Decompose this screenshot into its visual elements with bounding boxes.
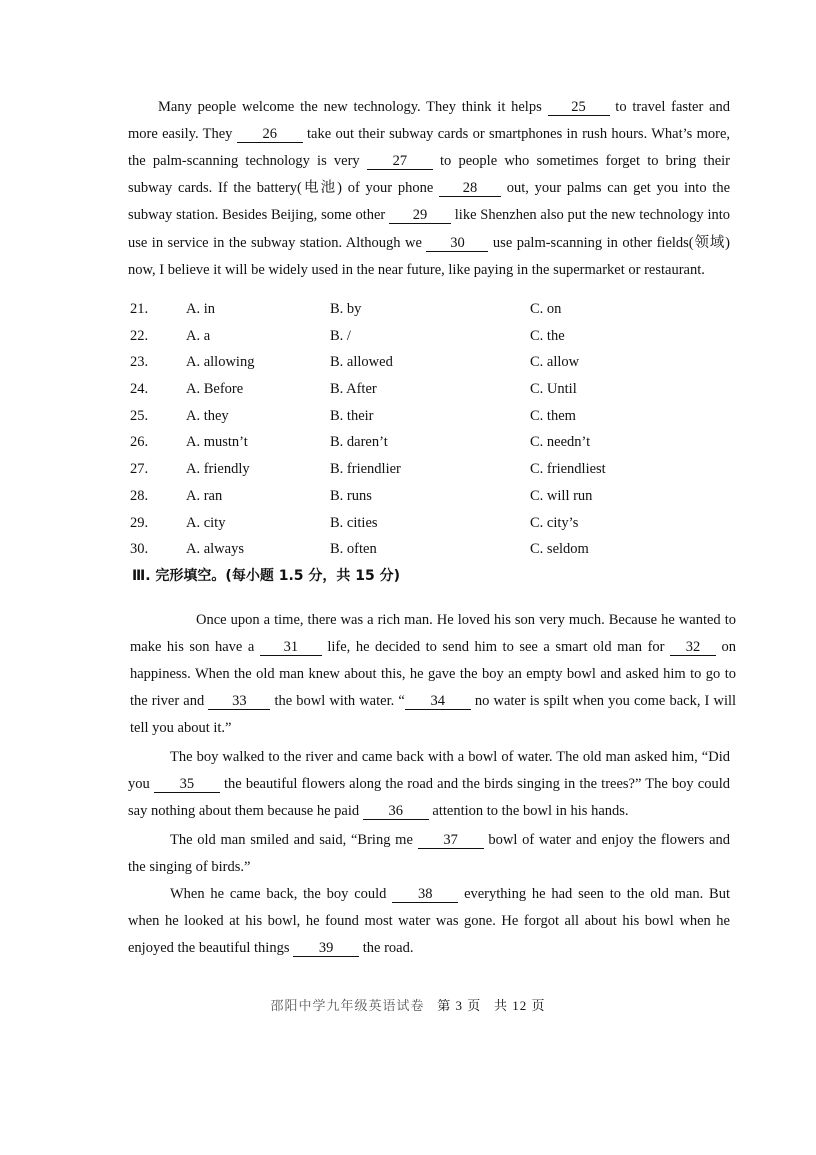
section-heading: Ⅲ. 完形填空。(每小题 1.5 分，共 15 分) <box>132 568 401 584</box>
question-number: 24. <box>130 381 149 398</box>
option-a: A. ran <box>186 487 223 504</box>
blank-36: 36 <box>363 803 429 820</box>
blank-30: 30 <box>426 235 488 252</box>
blank-29: 29 <box>389 207 451 224</box>
passage-text: When he came back, the boy could <box>170 885 387 902</box>
passage-text: use palm-scanning in other fields(领域) now, I believe it will be widely used in the near future, like paying in the supermarket or restaurant. <box>128 234 731 278</box>
passage-text: like Shenzhen also put the new technology into use in service in the subway station. Although we <box>128 207 730 251</box>
blank-32: 32 <box>670 639 716 656</box>
blank-38: 38 <box>392 886 458 903</box>
option-b: B. cities <box>330 514 378 531</box>
footer-total-pages: 共 12 页 <box>494 998 546 1013</box>
footer-page-number: 第 3 页 <box>437 998 482 1013</box>
option-a: A. friendly <box>186 461 250 478</box>
question-number: 28. <box>130 487 149 504</box>
option-c: C. seldom <box>530 541 589 558</box>
passage-1 <box>128 94 730 284</box>
option-a: A. in <box>186 301 215 317</box>
passage-2-paragraph-1 <box>130 607 736 743</box>
question-number: 29. <box>130 514 149 531</box>
option-b: B. allowed <box>330 354 393 371</box>
passage-text: the bowl with water. “ <box>274 693 405 710</box>
passage-text: attention to the bowl in his hands. <box>432 802 629 819</box>
passage-text: everything he had seen to the old man. But when he looked at his bowl, he found most water was gone. He forgot all about his bowl when he enjoyed the beautiful things <box>128 885 730 956</box>
passage-text: to travel faster and more easily. They <box>128 98 731 142</box>
option-b: B. friendlier <box>330 461 401 478</box>
option-c: C. will run <box>530 487 593 504</box>
option-c: C. needn’t <box>530 434 591 451</box>
question-number: 26. <box>130 434 149 451</box>
passage-text: the road. <box>362 939 414 956</box>
option-c: C. allow <box>530 354 580 371</box>
option-row <box>130 456 710 483</box>
passage-text: life, he decided to send him to see a smart old man for <box>327 638 665 655</box>
option-b: B. After <box>330 381 377 398</box>
option-a: A. Before <box>186 381 244 398</box>
option-row <box>130 536 710 563</box>
option-c: C. the <box>530 327 565 344</box>
option-row <box>130 296 710 323</box>
option-a: A. city <box>186 514 226 531</box>
option-c: C. Until <box>530 381 577 398</box>
question-number: 25. <box>130 407 149 424</box>
passage-text: the beautiful flowers along the road and the birds singing in the trees?” The boy could say nothing about them because he paid <box>128 775 731 819</box>
option-row <box>130 403 710 430</box>
question-number: 27. <box>130 461 149 478</box>
option-row <box>130 349 710 376</box>
answer-options <box>130 296 710 563</box>
option-b: B. their <box>330 407 374 424</box>
blank-33: 33 <box>208 693 270 710</box>
option-b: B. / <box>330 327 351 344</box>
option-c: C. them <box>530 407 576 424</box>
page-footer <box>0 995 816 1014</box>
passage-2-paragraph-2 <box>128 744 730 826</box>
question-number: 23. <box>130 354 149 371</box>
option-b: B. often <box>330 541 377 558</box>
blank-34: 34 <box>405 693 471 710</box>
option-row <box>130 510 710 537</box>
question-number: 21. <box>130 301 149 317</box>
blank-27: 27 <box>367 153 433 170</box>
passage-text: to people who sometimes forget to bring their subway cards. If the battery(电池) of your phone <box>128 152 731 197</box>
passage-text: The boy walked to the river and came back with a bowl of water. The old man asked him, “Did you <box>128 748 730 792</box>
option-c: C. city’s <box>530 514 579 531</box>
blank-39: 39 <box>293 940 359 957</box>
option-b: B. daren’t <box>330 434 388 451</box>
blank-26: 26 <box>237 126 303 143</box>
blank-31: 31 <box>260 639 322 656</box>
blank-35: 35 <box>154 776 220 793</box>
option-a: A. a <box>186 327 211 344</box>
passage-text: on happiness. When the old man knew about this, he gave the boy an empty bowl and asked him to go to the river and <box>130 638 737 710</box>
passage-2-paragraph-4 <box>128 881 730 963</box>
option-a: A. always <box>186 541 244 558</box>
option-a: A. mustn’t <box>186 434 248 451</box>
option-b: B. runs <box>330 487 372 504</box>
option-a: A. allowing <box>186 354 255 371</box>
option-c: C. on <box>530 301 562 317</box>
passage-text: out, your palms can get you into the subway station. Besides Beijing, some other <box>128 180 731 224</box>
footer-school: 邵阳中学九年级英语试卷 <box>270 998 425 1013</box>
option-row <box>130 429 710 456</box>
passage-text: take out their subway cards or smartphones in rush hours. What’s more, the palm-scanning technology is very <box>128 125 731 169</box>
option-row <box>130 483 710 510</box>
blank-28: 28 <box>439 180 501 197</box>
passage-text: The old man smiled and said, “Bring me <box>170 831 413 848</box>
option-row <box>130 376 710 403</box>
blank-37: 37 <box>418 832 484 849</box>
passage-text: Many people welcome the new technology. They think it helps <box>158 98 542 115</box>
passage-text: no water is spilt when you come back, I will tell you about it.” <box>130 693 737 737</box>
blank-25: 25 <box>548 99 610 116</box>
option-row <box>130 323 710 350</box>
option-c: C. friendliest <box>530 461 606 478</box>
option-b: B. by <box>330 301 362 317</box>
passage-text: bowl of water and enjoy the flowers and the singing of birds.” <box>128 831 731 875</box>
question-number: 30. <box>130 541 149 558</box>
passage-2-paragraph-3 <box>128 827 730 881</box>
question-number: 22. <box>130 327 149 344</box>
passage-text: Once upon a time, there was a rich man. He loved his son very much. Because he wanted to make his son have a <box>130 611 736 655</box>
option-a: A. they <box>186 407 229 424</box>
